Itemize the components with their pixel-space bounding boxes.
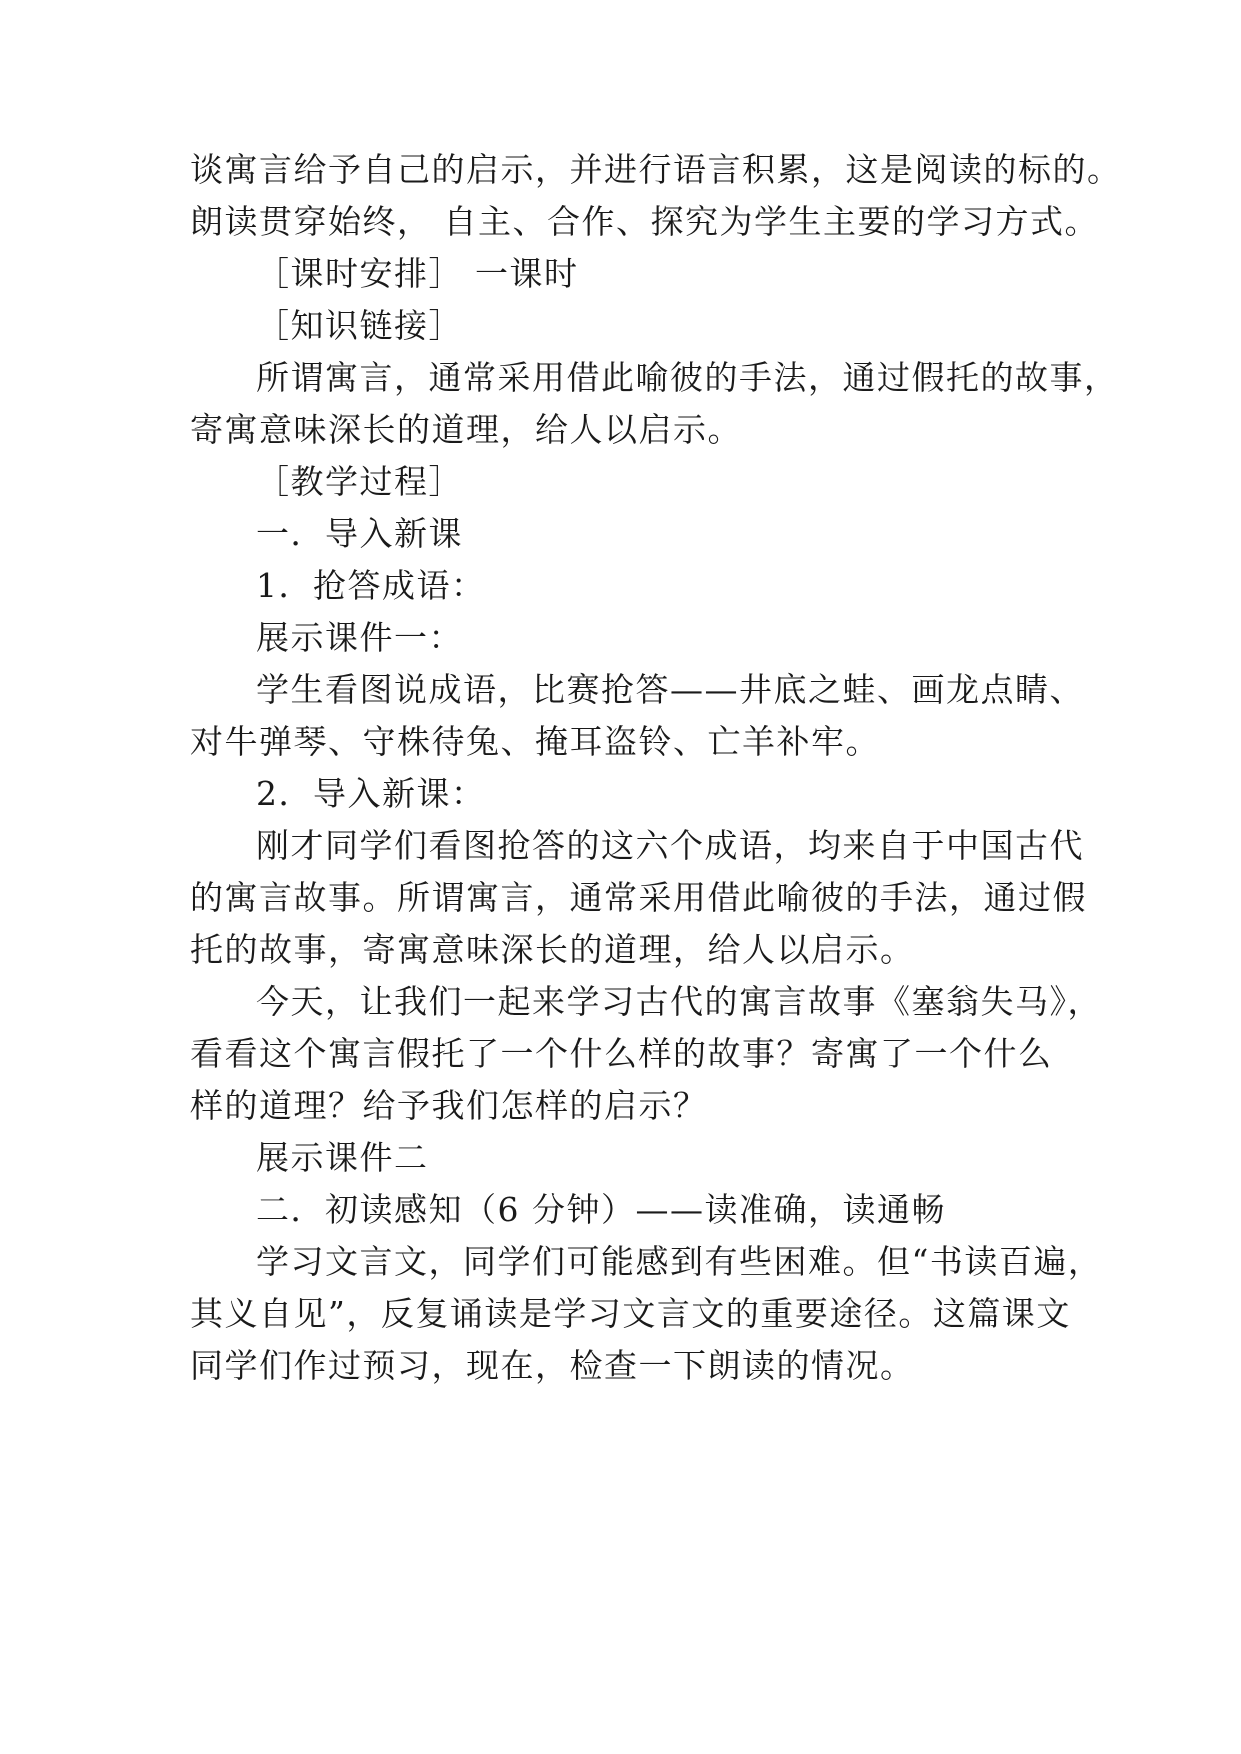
text-line: 样的道理？给予我们怎样的启示？ [190,1086,708,1125]
text-line: 谈寓言给予自己的启示，并进行语言积累，这是阅读的标的。 [190,150,1122,189]
text-line: 今天，让我们一起来学习古代的寓言故事《塞翁失马》， [256,982,1102,1021]
section-heading: ［知识链接］ [256,306,463,345]
text-line: 托的故事，寄寓意味深长的道理，给人以启示。 [190,930,915,969]
text-line: 学生看图说成语，比赛抢答——井底之蛙、画龙点睛、 [256,670,1084,709]
text-line: 朗读贯穿始终， 自主、合作、探究为学生主要的学习方式。 [190,202,1099,241]
text-line: 的寓言故事。所谓寓言，通常采用借此喻彼的手法，通过假 [190,878,1087,917]
text-line: 1．抢答成语： [256,566,486,605]
text-line: 看看这个寓言假托了一个什么样的故事？寄寓了一个什么 [190,1034,1053,1073]
section-heading: ［课时安排］ 一课时 [256,254,579,293]
text-line: 所谓寓言，通常采用借此喻彼的手法，通过假托的故事， [256,358,1119,397]
text-line: 展示课件二 [256,1138,429,1177]
text-line: 其义自见”，反复诵读是学习文言文的重要途径。这篇课文 [190,1294,1071,1333]
text-line: 寄寓意味深长的道理，给人以启示。 [190,410,742,449]
text-line: 刚才同学们看图抢答的这六个成语，均来自于中国古代 [256,826,1084,865]
text-line: 2．导入新课： [256,774,486,813]
text-line: 同学们作过预习，现在，检查一下朗读的情况。 [190,1346,915,1385]
text-line: 学习文言文，同学们可能感到有些困难。但“书读百遍， [256,1242,1103,1281]
text-line: 对牛弹琴、守株待兔、掩耳盗铃、亡羊补牢。 [190,722,880,761]
section-heading: 一．导入新课 [256,514,463,553]
section-heading: 二．初读感知（6 分钟）——读准确，读通畅 [256,1190,946,1229]
section-heading: ［教学过程］ [256,462,463,501]
text-line: 展示课件一： [256,618,463,657]
